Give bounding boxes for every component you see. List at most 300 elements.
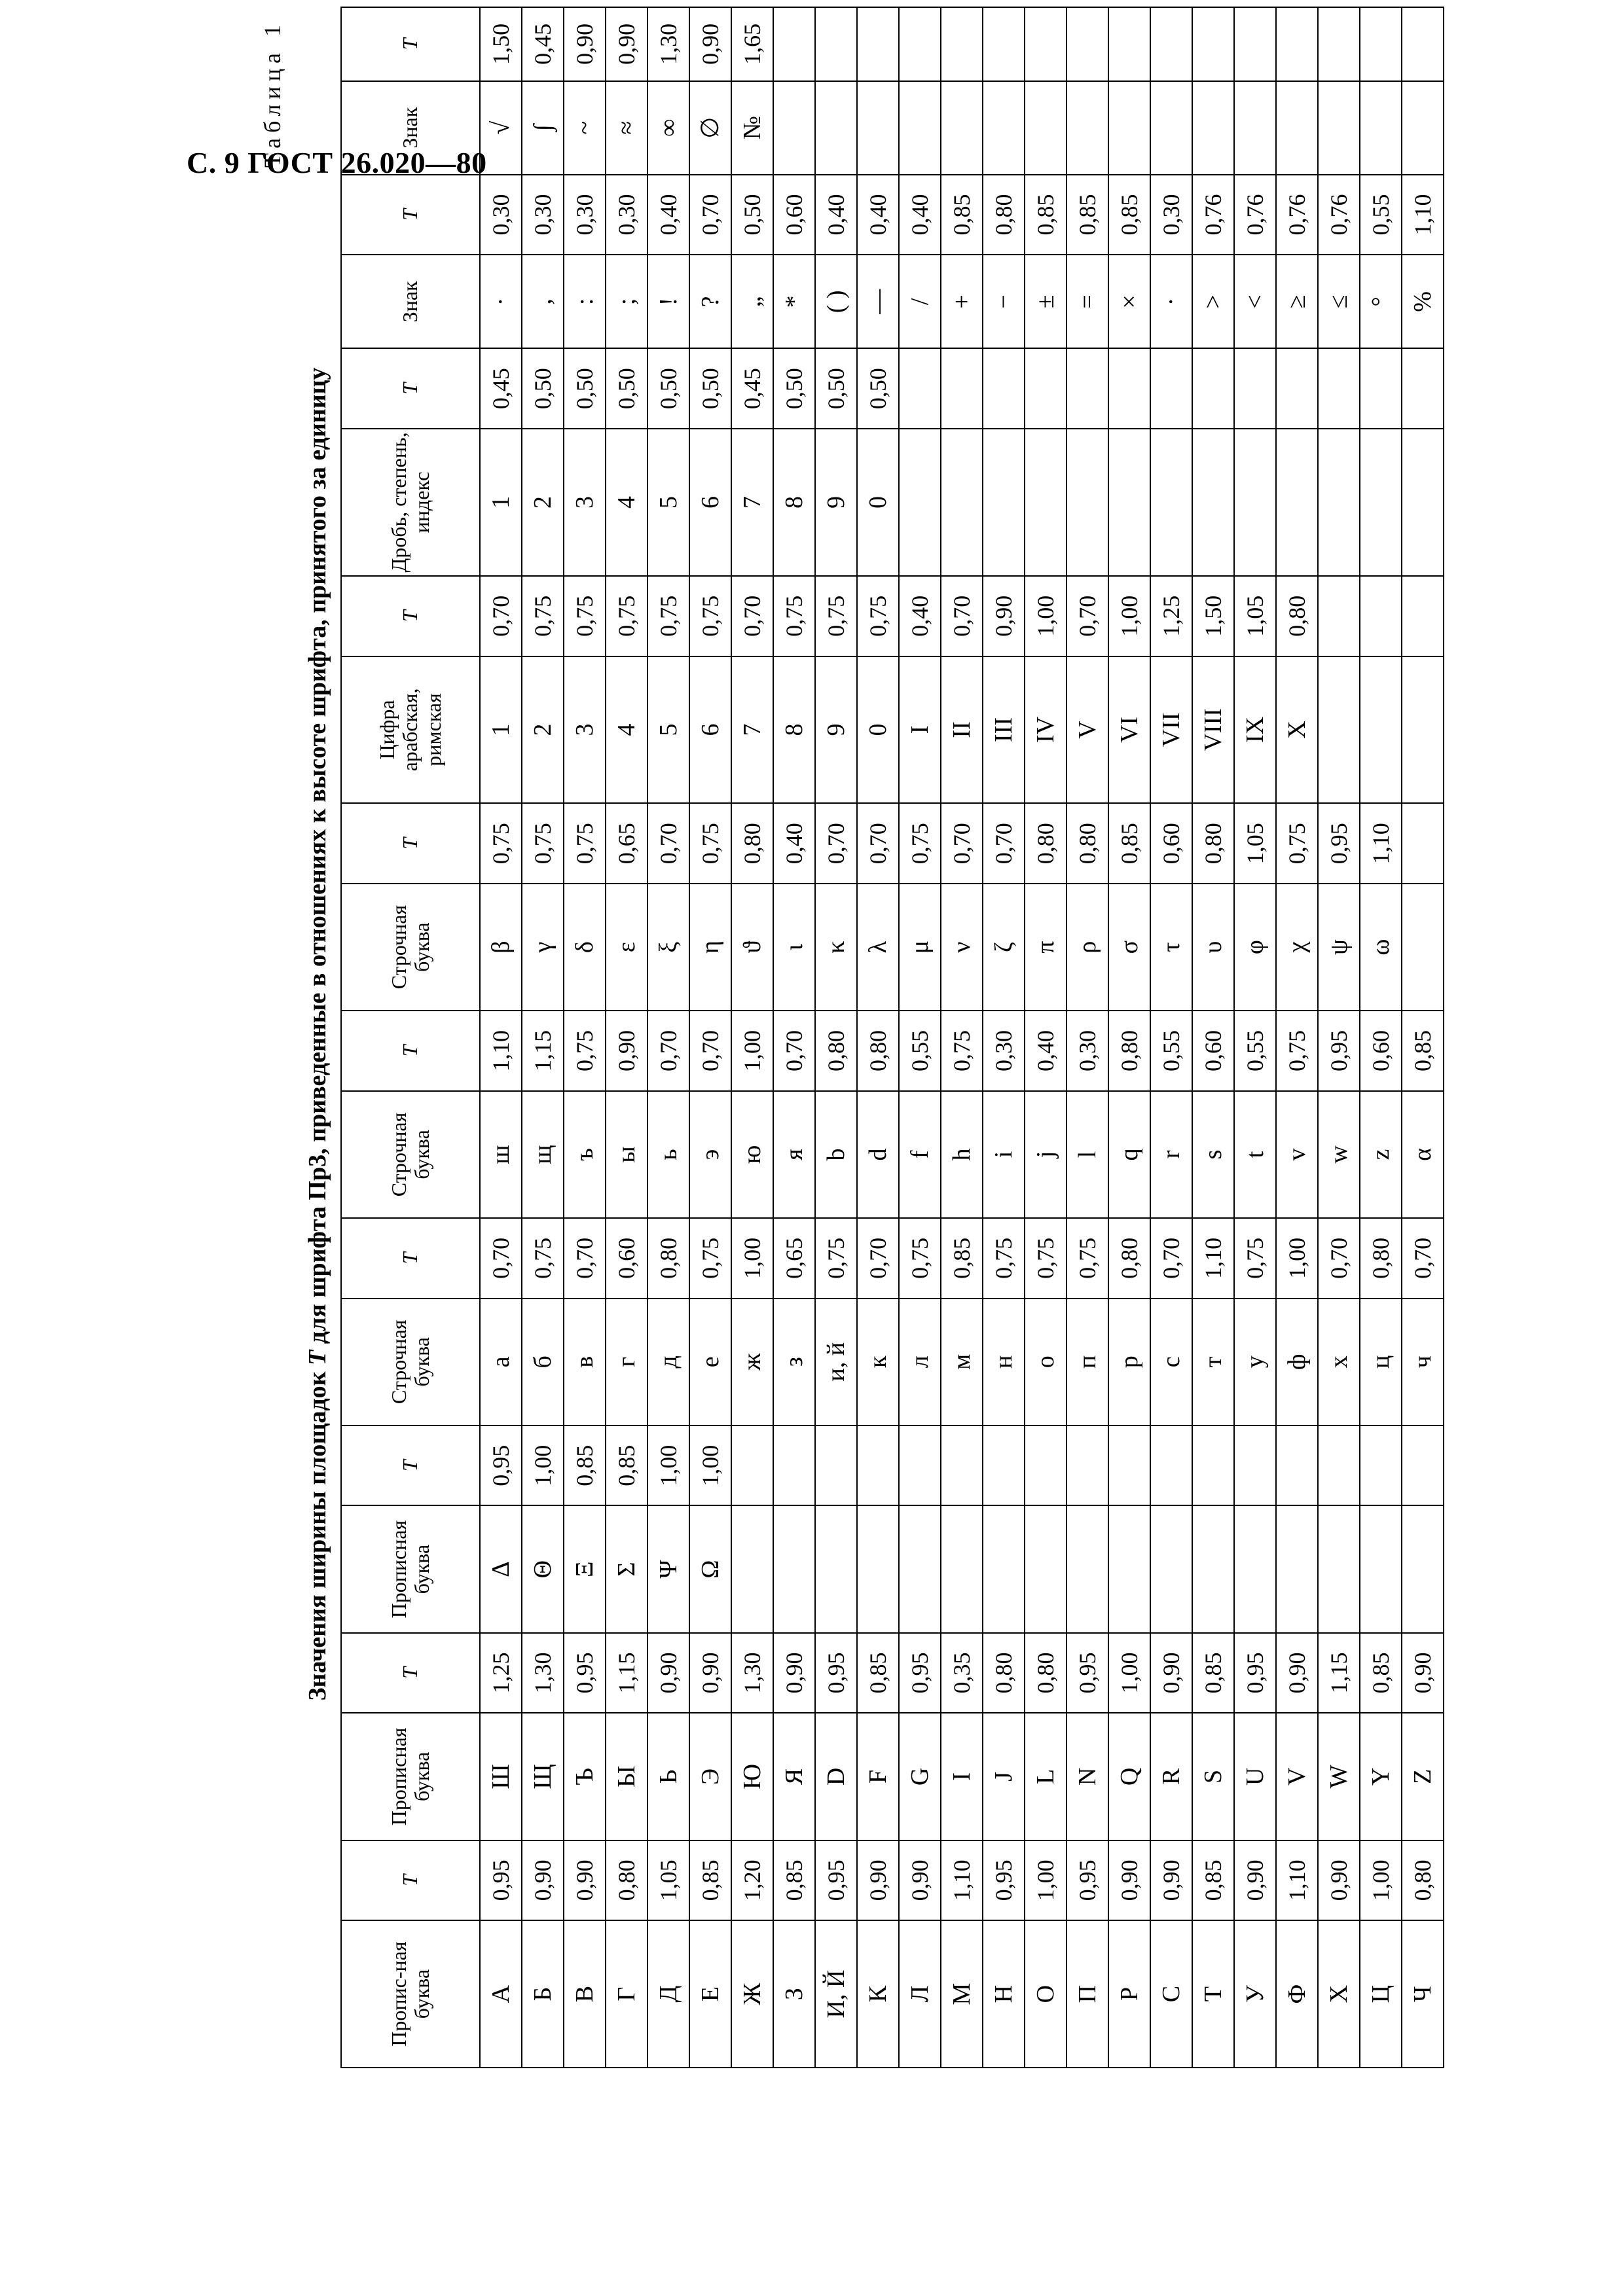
cell-char: ∅ (689, 81, 731, 175)
cell-char: я (773, 1091, 815, 1218)
cell-width: 0,85 (1360, 1633, 1402, 1713)
cell-char: α (1402, 1091, 1444, 1218)
cell-width (1234, 348, 1276, 429)
cell-width: 0,95 (1318, 1011, 1360, 1091)
cell-width (1360, 7, 1402, 81)
cell-width: 0,60 (1150, 803, 1192, 884)
cell-char: 6 (689, 429, 731, 576)
cell-char (1192, 81, 1234, 175)
cell-char: υ (1192, 884, 1234, 1011)
cell-width: 0,75 (564, 803, 606, 884)
cell-char: 3 (564, 656, 606, 804)
cell-char: X (1276, 656, 1318, 804)
cell-char: и, й (815, 1299, 857, 1426)
cell-width: 0,85 (941, 1218, 983, 1299)
header-T: T (341, 1218, 480, 1299)
cell-char: W (1318, 1713, 1360, 1840)
cell-width: 0,85 (941, 175, 983, 255)
cell-char: d (857, 1091, 899, 1218)
header-category: Прописная буква (341, 1506, 480, 1633)
cell-width: 1,15 (522, 1011, 564, 1091)
cell-char (1025, 429, 1067, 576)
cell-width (1150, 348, 1192, 429)
cell-width: 0,50 (606, 348, 647, 429)
cell-char: ( ) (815, 255, 857, 348)
table-row (1108, 7, 1150, 2068)
cell-char (1108, 429, 1150, 576)
cell-char: l (1067, 1091, 1108, 1218)
cell-char: χ (1276, 884, 1318, 1011)
cell-char (1360, 81, 1402, 175)
cell-width: 0,70 (941, 803, 983, 884)
cell-char (1318, 1506, 1360, 1633)
cell-char: ε (606, 884, 647, 1011)
cell-width (1150, 7, 1192, 81)
cell-char: 9 (815, 429, 857, 576)
cell-char (815, 1506, 857, 1633)
cell-char: О (1025, 1920, 1067, 2068)
table-row (480, 7, 522, 2068)
cell-char: √ (480, 81, 522, 175)
cell-char: · (480, 255, 522, 348)
header-category: Прописная буква (341, 1713, 480, 1840)
cell-width: 1,00 (522, 1426, 564, 1506)
cell-char: о (1025, 1299, 1067, 1426)
cell-char: ° (1360, 255, 1402, 348)
cell-char (1276, 1506, 1318, 1633)
cell-width: 0,70 (941, 576, 983, 656)
cell-char: ; (606, 255, 647, 348)
cell-width: 1,10 (941, 1840, 983, 1921)
cell-char: б (522, 1299, 564, 1426)
cell-width: 0,90 (857, 1840, 899, 1921)
cell-width: 0,90 (1318, 1840, 1360, 1921)
cell-width: 0,80 (1192, 803, 1234, 884)
cell-char (731, 1506, 773, 1633)
cell-width (1025, 7, 1067, 81)
header-T: T (341, 7, 480, 81)
cell-width: 0,55 (899, 1011, 941, 1091)
cell-char: ω (1360, 884, 1402, 1011)
cell-char: Ю (731, 1713, 773, 1840)
cell-width: 0,75 (899, 1218, 941, 1299)
cell-width: 1,05 (1234, 576, 1276, 656)
cell-char: у (1234, 1299, 1276, 1426)
cell-char: I (899, 656, 941, 804)
cell-width: 0,95 (1067, 1633, 1108, 1713)
cell-char: f (899, 1091, 941, 1218)
cell-char (1234, 429, 1276, 576)
cell-width: 0,40 (899, 175, 941, 255)
cell-char: 0 (857, 656, 899, 804)
cell-char: Ф (1276, 1920, 1318, 2068)
cell-char: З (773, 1920, 815, 2068)
cell-char: л (899, 1299, 941, 1426)
cell-char: L (1025, 1713, 1067, 1840)
cell-char: = (1067, 255, 1108, 348)
cell-width (731, 1426, 773, 1506)
cell-char (1234, 81, 1276, 175)
cell-width: 1,50 (480, 7, 522, 81)
cell-width: 0,45 (480, 348, 522, 429)
header-T: T (341, 348, 480, 429)
cell-char (857, 1506, 899, 1633)
cell-char (941, 429, 983, 576)
cell-char: U (1234, 1713, 1276, 1840)
cell-width: 0,80 (1360, 1218, 1402, 1299)
cell-width (941, 348, 983, 429)
cell-width (1318, 576, 1360, 656)
cell-char: 4 (606, 656, 647, 804)
cell-char: , (522, 255, 564, 348)
cell-char: И, Й (815, 1920, 857, 2068)
cell-width (899, 348, 941, 429)
cell-char: ≥ (1276, 255, 1318, 348)
cell-width (1360, 348, 1402, 429)
table-title (303, 0, 332, 2068)
cell-width: 0,76 (1318, 175, 1360, 255)
width-values-table (340, 7, 1444, 2068)
cell-width: 0,40 (647, 175, 689, 255)
cell-char: ь (647, 1091, 689, 1218)
cell-width: 0,80 (731, 803, 773, 884)
cell-char (857, 81, 899, 175)
cell-width: 0,90 (606, 7, 647, 81)
cell-char (983, 81, 1025, 175)
cell-width: 0,70 (731, 576, 773, 656)
cell-width: 1,15 (1318, 1633, 1360, 1713)
cell-width (899, 7, 941, 81)
cell-width: 1,25 (1150, 576, 1192, 656)
cell-width: 0,90 (564, 1840, 606, 1921)
cell-char: Y (1360, 1713, 1402, 1840)
cell-width: 0,70 (857, 803, 899, 884)
cell-char: ю (731, 1091, 773, 1218)
cell-width: 0,80 (1025, 803, 1067, 884)
cell-width: 0,85 (689, 1840, 731, 1921)
header-category: Строчная буква (341, 884, 480, 1011)
cell-width (941, 7, 983, 81)
table-row (689, 7, 731, 2068)
cell-char: 0 (857, 429, 899, 576)
cell-char: Ы (606, 1713, 647, 1840)
cell-width: 0,55 (1234, 1011, 1276, 1091)
cell-width: 0,85 (1025, 175, 1067, 255)
cell-char (899, 429, 941, 576)
cell-width: 0,50 (815, 348, 857, 429)
cell-char: ж (731, 1299, 773, 1426)
cell-char: ? (689, 255, 731, 348)
cell-width: 0,40 (857, 175, 899, 255)
table-row (1402, 7, 1444, 2068)
cell-char: Х (1318, 1920, 1360, 2068)
cell-width: 0,45 (731, 348, 773, 429)
cell-char: 9 (815, 656, 857, 804)
cell-char (1318, 81, 1360, 175)
cell-char (773, 1506, 815, 1633)
cell-char: е (689, 1299, 731, 1426)
cell-char (773, 81, 815, 175)
cell-char: Ж (731, 1920, 773, 2068)
cell-char: э (689, 1091, 731, 1218)
cell-width (1067, 348, 1108, 429)
cell-char: q (1108, 1091, 1150, 1218)
cell-width: 0,75 (564, 1011, 606, 1091)
cell-char: ч (1402, 1299, 1444, 1426)
table-title-part2: для шрифта Пр3, приведенные в отношениях к высоте шрифта, принятого за единицу (304, 367, 331, 1350)
cell-width: 0,60 (606, 1218, 647, 1299)
cell-char: ~ (564, 81, 606, 175)
table-row (899, 7, 941, 2068)
cell-width: 1,00 (1025, 576, 1067, 656)
cell-char (1025, 81, 1067, 175)
cell-char: Ψ (647, 1506, 689, 1633)
cell-char: w (1318, 1091, 1360, 1218)
cell-width (773, 7, 815, 81)
cell-width: 1,65 (731, 7, 773, 81)
cell-width: 0,50 (731, 175, 773, 255)
cell-width: 0,75 (899, 803, 941, 884)
cell-char: β (480, 884, 522, 1011)
cell-width (1150, 1426, 1192, 1506)
cell-char: 2 (522, 429, 564, 576)
cell-width (1234, 7, 1276, 81)
cell-width: 0,80 (1067, 803, 1108, 884)
cell-width: 0,75 (480, 803, 522, 884)
table-row (731, 7, 773, 2068)
cell-width: 0,70 (480, 1218, 522, 1299)
cell-width: 0,95 (1067, 1840, 1108, 1921)
cell-width: 0,75 (647, 576, 689, 656)
cell-char: 1 (480, 656, 522, 804)
cell-width: 0,90 (522, 1840, 564, 1921)
cell-width: 0,75 (689, 576, 731, 656)
cell-width: 0,55 (1150, 1011, 1192, 1091)
cell-char: 6 (689, 656, 731, 804)
table-row (1360, 7, 1402, 2068)
cell-char (1150, 429, 1192, 576)
table-label: Таблица 1 (259, 20, 285, 168)
cell-char: х (1318, 1299, 1360, 1426)
cell-char: ± (1025, 255, 1067, 348)
cell-width (1318, 348, 1360, 429)
cell-char (1360, 1506, 1402, 1633)
table-row (815, 7, 857, 2068)
header-category: Пропис-ная буква (341, 1920, 480, 2068)
cell-char: г (606, 1299, 647, 1426)
cell-width: 0,76 (1234, 175, 1276, 255)
cell-width: 0,40 (773, 803, 815, 884)
cell-width: 0,85 (564, 1426, 606, 1506)
cell-width: 0,95 (480, 1426, 522, 1506)
cell-width: 0,70 (773, 1011, 815, 1091)
cell-width: 0,75 (983, 1218, 1025, 1299)
cell-char: 3 (564, 429, 606, 576)
cell-width: 0,90 (1150, 1840, 1192, 1921)
cell-width: 0,65 (773, 1218, 815, 1299)
table-row (857, 7, 899, 2068)
cell-char: ∞ (647, 81, 689, 175)
cell-width: 0,85 (1192, 1840, 1234, 1921)
table-row (1150, 7, 1192, 2068)
cell-char: < (1234, 255, 1276, 348)
cell-char: Я (773, 1713, 815, 1840)
cell-char: ≤ (1318, 255, 1360, 348)
cell-width: 0,70 (647, 1011, 689, 1091)
cell-width (1402, 7, 1444, 81)
cell-char: ζ (983, 884, 1025, 1011)
cell-width: 0,50 (857, 348, 899, 429)
cell-char: Δ (480, 1506, 522, 1633)
cell-char: 4 (606, 429, 647, 576)
cell-width: 1,00 (1108, 1633, 1150, 1713)
cell-char: h (941, 1091, 983, 1218)
cell-char (1067, 429, 1108, 576)
cell-char (1402, 429, 1444, 576)
cell-width: 0,75 (1025, 1218, 1067, 1299)
cell-width: 0,80 (606, 1840, 647, 1921)
cell-char: ι (773, 884, 815, 1011)
cell-width: 0,75 (522, 803, 564, 884)
cell-width: 0,30 (480, 175, 522, 255)
cell-width: 0,90 (1108, 1840, 1150, 1921)
cell-char: ξ (647, 884, 689, 1011)
cell-width (1067, 1426, 1108, 1506)
cell-width: 0,70 (564, 1218, 606, 1299)
cell-char: III (983, 656, 1025, 804)
cell-char: Л (899, 1920, 941, 2068)
cell-width: 0,50 (773, 348, 815, 429)
cell-char: 1 (480, 429, 522, 576)
cell-width: 0,50 (689, 348, 731, 429)
table-row (1067, 7, 1108, 2068)
cell-width: 1,50 (1192, 576, 1234, 656)
cell-char: ы (606, 1091, 647, 1218)
header-T: T (341, 1011, 480, 1091)
cell-char (1025, 1506, 1067, 1633)
cell-width: 0,85 (606, 1426, 647, 1506)
cell-width (815, 7, 857, 81)
cell-width: 1,10 (1192, 1218, 1234, 1299)
cell-char (1234, 1506, 1276, 1633)
cell-char: · (1150, 255, 1192, 348)
cell-char: А (480, 1920, 522, 2068)
cell-char: № (731, 81, 773, 175)
header-category: Дробь, степень, индекс (341, 429, 480, 576)
cell-char: п (1067, 1299, 1108, 1426)
header-T: T (341, 1840, 480, 1921)
cell-width (1276, 7, 1318, 81)
cell-width: 0,30 (606, 175, 647, 255)
cell-char: IV (1025, 656, 1067, 804)
table-row (647, 7, 689, 2068)
cell-width (1360, 1426, 1402, 1506)
cell-width: 0,75 (815, 576, 857, 656)
cell-width: 0,85 (1067, 175, 1108, 255)
cell-width (857, 1426, 899, 1506)
header-T: T (341, 803, 480, 884)
cell-width: 1,00 (731, 1011, 773, 1091)
cell-char: Щ (522, 1713, 564, 1840)
cell-width: 0,90 (689, 1633, 731, 1713)
header-category: Знак (341, 81, 480, 175)
cell-width (1025, 348, 1067, 429)
cell-width: 0,40 (899, 576, 941, 656)
table-body (480, 7, 1444, 2068)
cell-char: κ (815, 884, 857, 1011)
cell-char: II (941, 656, 983, 804)
cell-char: V (1276, 1713, 1318, 1840)
cell-width: 1,15 (606, 1633, 647, 1713)
cell-char: r (1150, 1091, 1192, 1218)
cell-char: τ (1150, 884, 1192, 1011)
cell-char: λ (857, 884, 899, 1011)
cell-width: 0,80 (1025, 1633, 1067, 1713)
cell-char: Ш (480, 1713, 522, 1840)
cell-width: 1,10 (1276, 1840, 1318, 1921)
cell-width: 0,85 (1108, 803, 1150, 884)
cell-char: Т (1192, 1920, 1234, 2068)
cell-width: 0,90 (1150, 1633, 1192, 1713)
cell-width: 0,75 (522, 576, 564, 656)
cell-width: 0,45 (522, 7, 564, 81)
cell-width: 1,30 (731, 1633, 773, 1713)
cell-char: N (1067, 1713, 1108, 1840)
table-row (1318, 7, 1360, 2068)
cell-char: М (941, 1920, 983, 2068)
cell-width: 1,30 (647, 7, 689, 81)
cell-width: 1,00 (1360, 1840, 1402, 1921)
cell-char: 2 (522, 656, 564, 804)
table-row (1234, 7, 1276, 2068)
cell-char (1150, 1506, 1192, 1633)
cell-width: 0,30 (522, 175, 564, 255)
cell-width (1360, 576, 1402, 656)
cell-char (899, 1506, 941, 1633)
table-row (983, 7, 1025, 2068)
cell-width: 1,00 (1108, 576, 1150, 656)
cell-width: 0,70 (1318, 1218, 1360, 1299)
cell-width (1108, 348, 1150, 429)
cell-char: ∫ (522, 81, 564, 175)
cell-char (1067, 81, 1108, 175)
cell-char: Q (1108, 1713, 1150, 1840)
cell-width: 0,80 (983, 1633, 1025, 1713)
cell-width: 0,80 (647, 1218, 689, 1299)
cell-char: D (815, 1713, 857, 1840)
cell-width: 0,76 (1192, 175, 1234, 255)
cell-char (1192, 1506, 1234, 1633)
cell-width: 0,95 (815, 1633, 857, 1713)
cell-width: 0,95 (1234, 1633, 1276, 1713)
cell-char: „ (731, 255, 773, 348)
table-row (564, 7, 606, 2068)
cell-char: S (1192, 1713, 1234, 1840)
cell-char: ψ (1318, 884, 1360, 1011)
cell-width: 0,70 (480, 576, 522, 656)
cell-char (941, 1506, 983, 1633)
cell-char: σ (1108, 884, 1150, 1011)
cell-char: : (564, 255, 606, 348)
cell-width: 0,75 (606, 576, 647, 656)
cell-char: ш (480, 1091, 522, 1218)
cell-char (1318, 429, 1360, 576)
cell-char: з (773, 1299, 815, 1426)
cell-char: Ь (647, 1713, 689, 1840)
cell-width: 1,10 (1360, 803, 1402, 884)
cell-width: 0,76 (1276, 175, 1318, 255)
cell-width: 0,75 (1276, 1011, 1318, 1091)
